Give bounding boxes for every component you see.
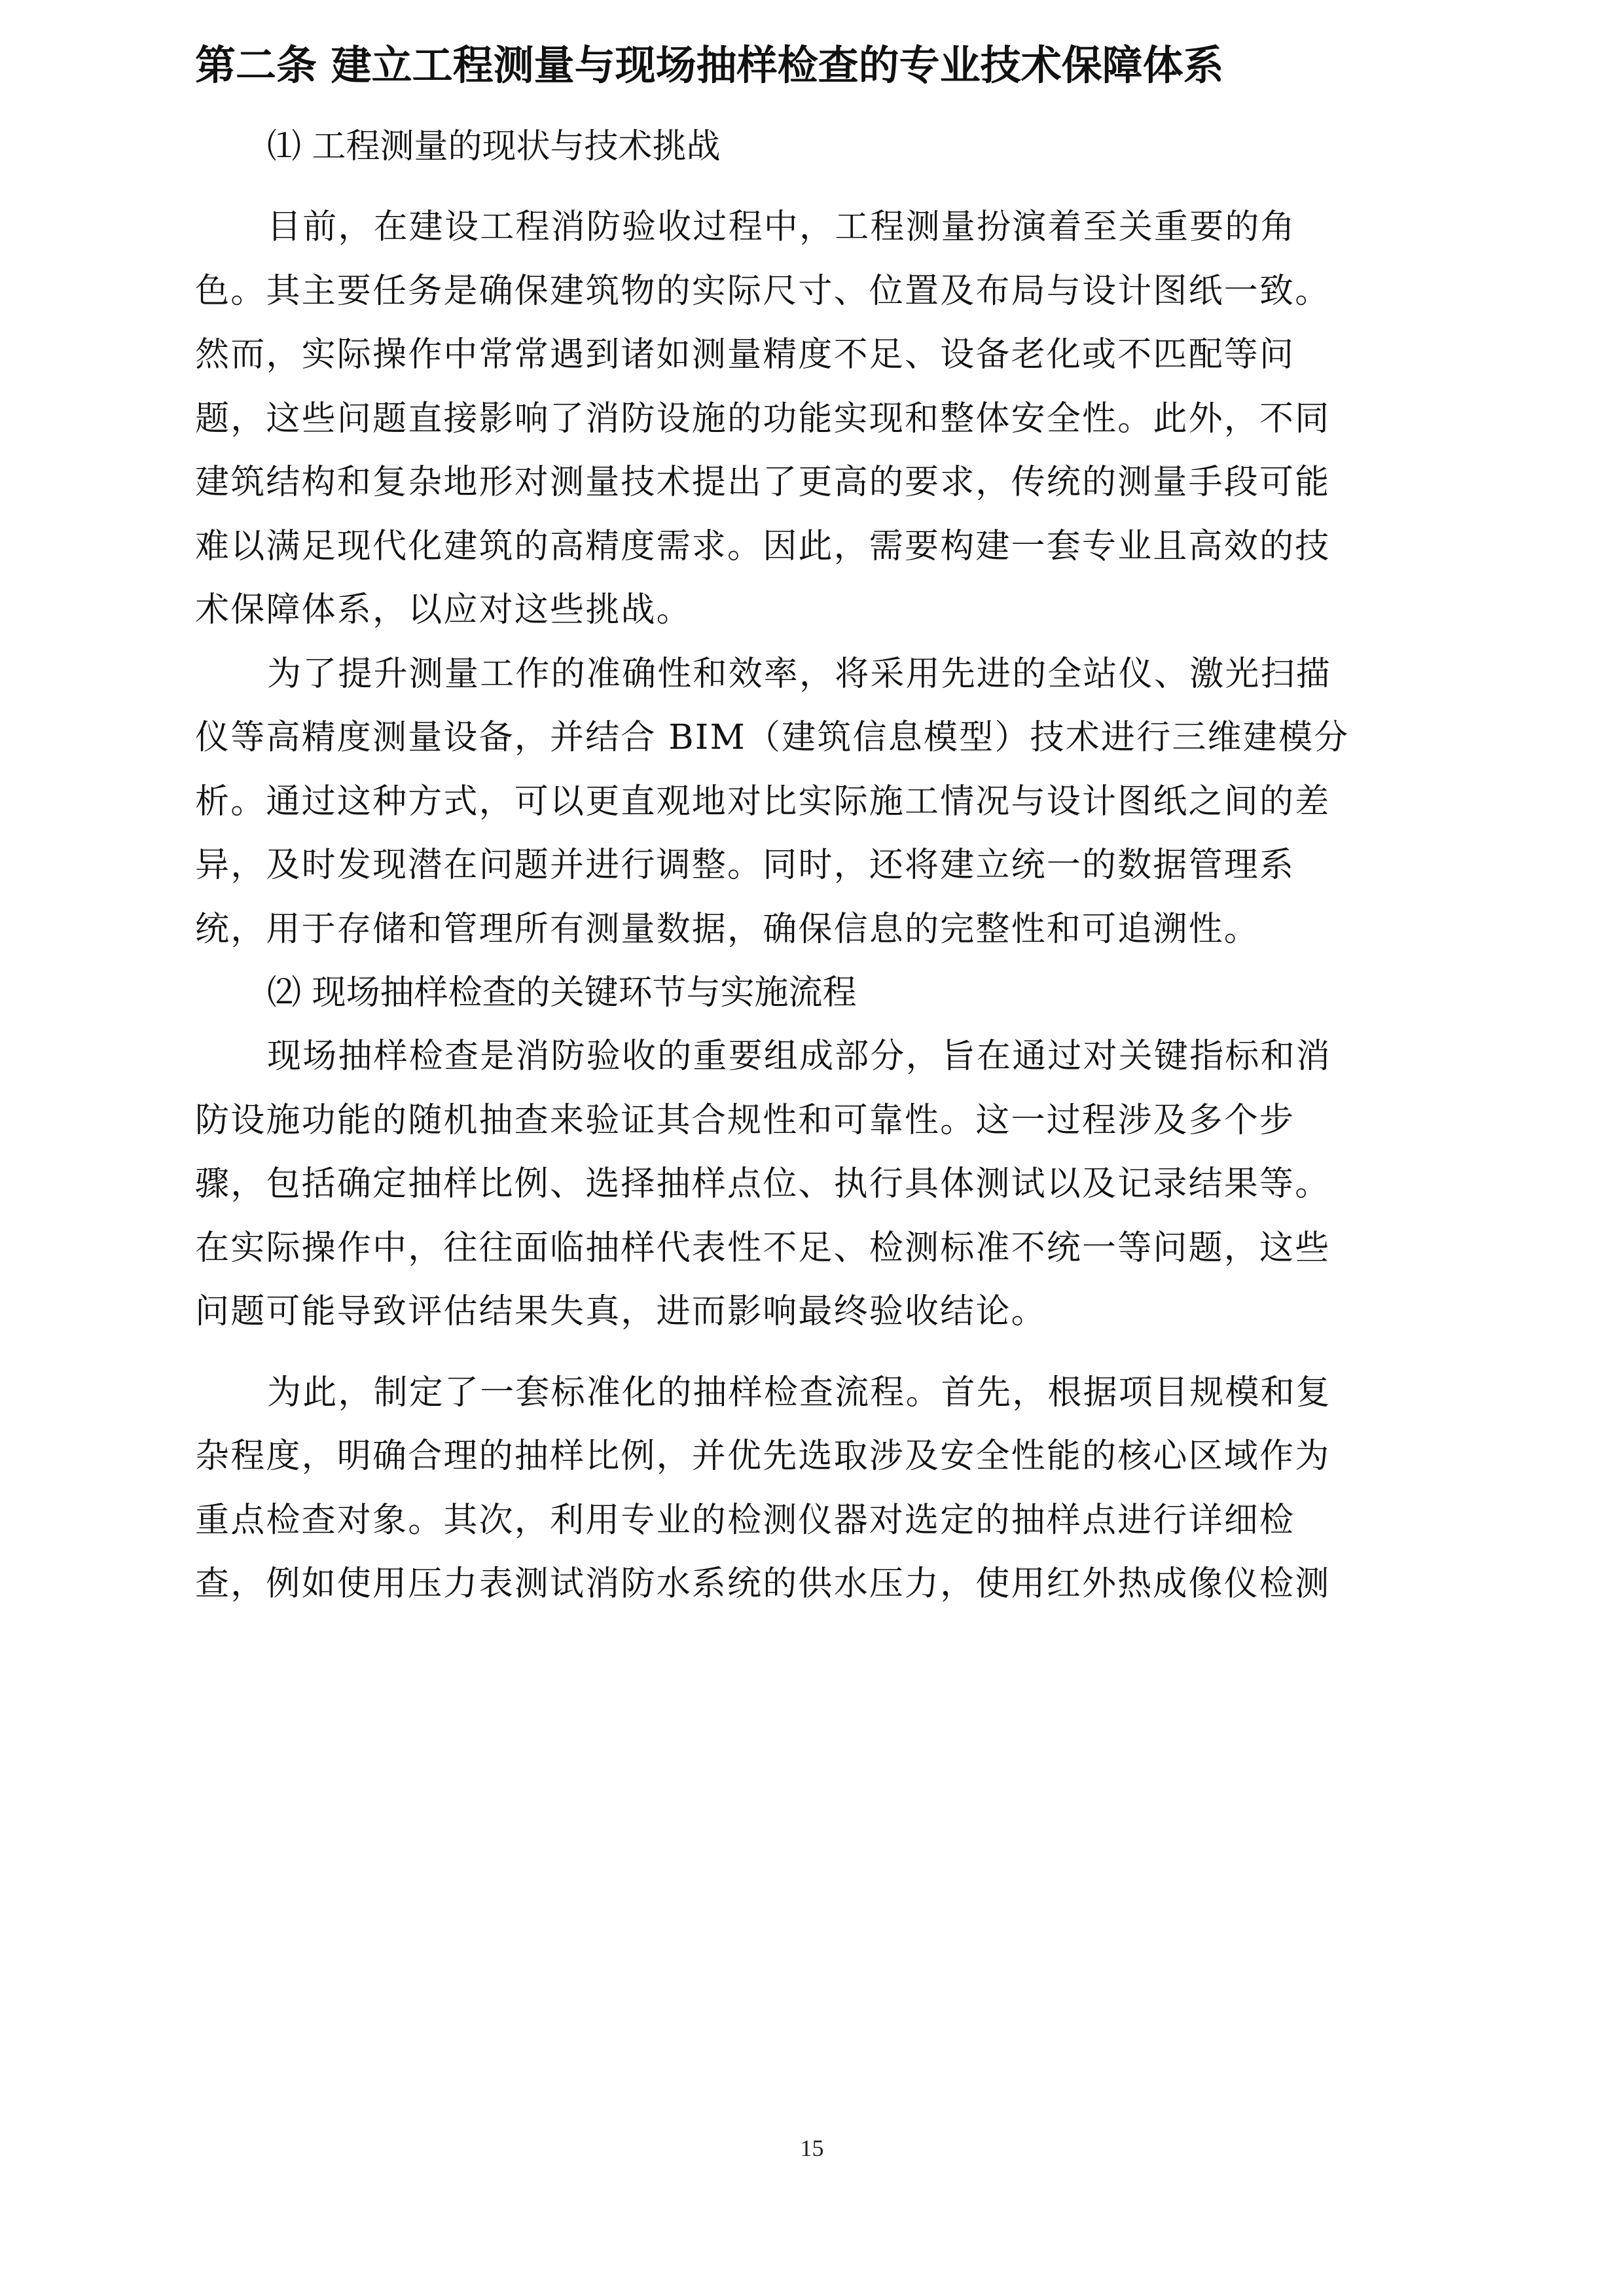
text-line: 术保障体系，以应对这些挑战。 [195,590,692,630]
text-line: 骤，包括确定抽样比例、选择抽样点位、执行具体测试以及记录结果等。 [195,1164,1331,1204]
page-number: 15 [800,2135,824,2161]
text-line: 目前，在建设工程消防验收过程中，工程测量扮演着至关重要的角 [267,207,1296,247]
text-line: 然而，实际操作中常常遇到诸如测量精度不足、设备老化或不匹配等问 [195,335,1295,374]
text-line: 色。其主要任务是确保建筑物的实际尺寸、位置及布局与设计图纸一致。 [195,271,1331,311]
section-2 [195,961,1431,1617]
text-line: 建筑结构和复杂地形对测量技术提出了更高的要求，传统的测量手段可能 [195,463,1331,502]
section-heading-1: ⑴ 工程测量的现状与技术挑战 [267,127,721,166]
section-1 [195,115,1431,961]
text-line: 为了提升测量工作的准确性和效率，将采用先进的全站仪、激光扫描 [267,654,1332,694]
paragraph-1-1 [195,196,1431,643]
page-content [195,39,1431,1617]
text-line: 题，这些问题直接影响了消防设施的功能实现和整体安全性。此外，不同 [195,399,1331,439]
text-line: 统，用于存储和管理所有测量数据，确保信息的完整性和可追溯性。 [195,909,1260,949]
paragraph-2-1 [195,1025,1431,1344]
article-title: 第二条 建立工程测量与现场抽样检查的专业技术保障体系 [195,41,1224,89]
paragraph-1-2 [195,643,1431,962]
text-line: 现场抽样检查是消防验收的重要组成部分，旨在通过对关键指标和消 [267,1037,1332,1076]
text-line: 查，例如使用压力表测试消防水系统的供水压力，使用红外热成像仪检测 [195,1564,1331,1604]
text-line: 问题可能导致评估结果失真，进而影响最终验收结论。 [195,1292,1047,1331]
text-line: 重点检查对象。其次，利用专业的检测仪器对选定的抽样点进行详细检 [195,1500,1295,1540]
text-line: 异，及时发现潜在问题并进行调整。同时，还将建立统一的数据管理系 [195,846,1295,885]
text-line: 仪等高精度测量设备，并结合 BIM（建筑信息模型）技术进行三维建模分 [195,718,1350,757]
text-line: 难以满足现代化建筑的高精度需求。因此，需要构建一套专业且高效的技 [195,526,1331,566]
text-line: 析。通过这种方式，可以更直观地对比实际施工情况与设计图纸之间的差 [195,781,1331,821]
text-line: 为此，制定了一套标准化的抽样检查流程。首先，根据项目规模和复 [267,1372,1332,1412]
section-heading-2: ⑵ 现场抽样检查的关键环节与实施流程 [267,973,857,1013]
paragraph-2-2 [195,1361,1431,1617]
text-line: 杂程度，明确合理的抽样比例，并优先选取涉及安全性能的核心区域作为 [195,1437,1331,1476]
text-line: 防设施功能的随机抽查来验证其合规性和可靠性。这一过程涉及多个步 [195,1100,1295,1140]
text-line: 在实际操作中，往往面临抽样代表性不足、检测标准不统一等问题，这些 [195,1228,1331,1268]
